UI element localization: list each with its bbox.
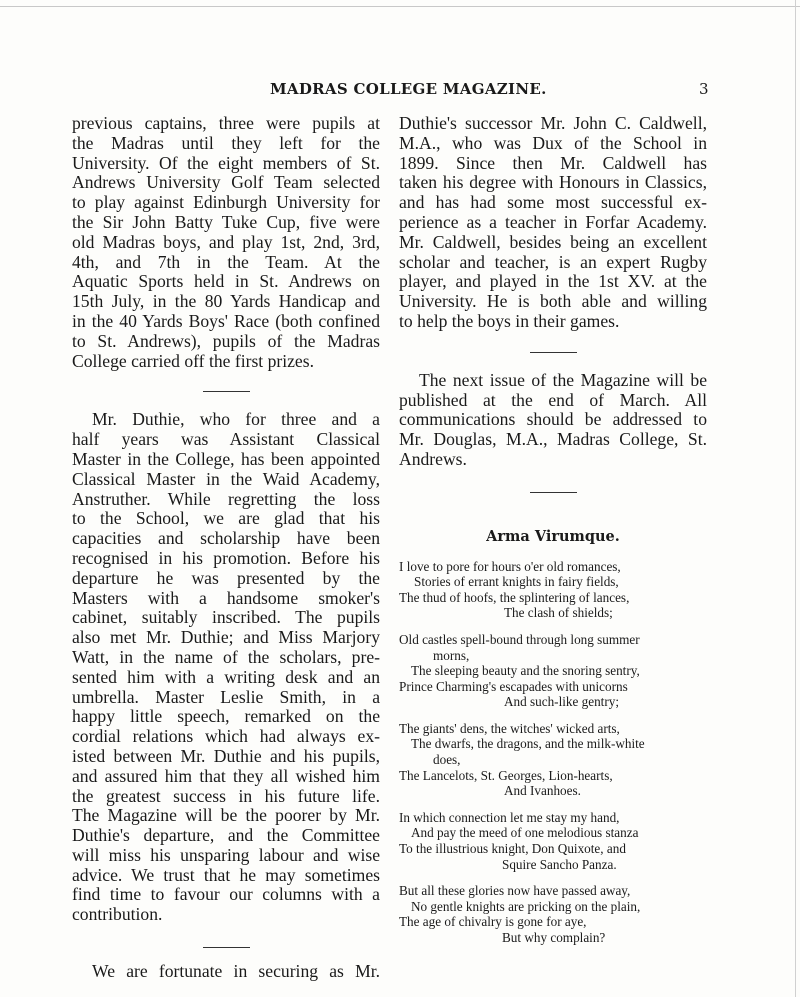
top-border-rule bbox=[0, 6, 800, 7]
text-line: the Sir John Batty Tuke Cup, five were bbox=[72, 211, 380, 232]
text-line: previous captains, three were pupils at bbox=[72, 113, 380, 133]
text-line: scholar and teacher, is an expert Rugby bbox=[399, 251, 707, 272]
text-line: cordial relations which had always ex- bbox=[72, 726, 380, 747]
poem-stanza bbox=[399, 559, 707, 621]
poem-line: morns, bbox=[433, 647, 470, 663]
text-line: advice. We trust that he may sometimes bbox=[72, 864, 380, 885]
text-line: Mr. Caldwell, besides being an excellent bbox=[399, 231, 707, 252]
poem-stanza bbox=[399, 721, 707, 799]
poem-body bbox=[399, 559, 707, 946]
poem-line: Stories of errant knights in fairy fields, bbox=[414, 574, 619, 590]
text-line: in the 40 Yards Boys' Race (both confined bbox=[72, 310, 380, 331]
text-line: The Magazine will be the poorer by Mr. bbox=[72, 805, 380, 826]
text-line: 15th July, in the 80 Yards Handicap and bbox=[72, 291, 380, 312]
text-line: find time to favour our columns with a bbox=[72, 884, 380, 905]
text-line: perience as a teacher in Forfar Academy. bbox=[399, 211, 707, 232]
poem-line: Squire Sancho Panza. bbox=[502, 856, 617, 872]
poem-title: Arma Virumque. bbox=[486, 527, 620, 545]
poem-line: The giants' dens, the witches' wicked arts, bbox=[399, 720, 620, 736]
poem-stanza bbox=[399, 883, 707, 945]
text-line: M.A., who was Dux of the School in bbox=[399, 132, 707, 153]
text-line: University. He is both able and willing bbox=[399, 291, 707, 312]
right-border-rule bbox=[795, 0, 796, 997]
text-line: The next issue of the Magazine will be bbox=[419, 369, 707, 390]
right-column bbox=[399, 114, 707, 957]
text-line: Classical Master in the Waid Academy, bbox=[72, 468, 380, 489]
text-line: Aquatic Sports held in St. Andrews on bbox=[72, 271, 380, 292]
text-line: Andrews University Golf Team selected bbox=[72, 172, 380, 193]
text-line: Anstruther. While regretting the loss bbox=[72, 488, 380, 509]
text-line: 1899. Since then Mr. Caldwell has bbox=[399, 152, 707, 173]
text-line: We are fortunate in securing as Mr. bbox=[92, 961, 380, 982]
caldwell-paragraph bbox=[399, 114, 707, 332]
left-column bbox=[72, 114, 380, 982]
poem-line: In which connection let me stay my hand, bbox=[399, 809, 620, 825]
text-line: recognised in his promotion. Before his bbox=[72, 547, 380, 568]
text-line: to play against Edinburgh University for bbox=[72, 192, 380, 213]
page-number: 3 bbox=[699, 80, 709, 98]
poem-line: I love to pore for hours o'er old romances, bbox=[399, 558, 621, 574]
poem-line: And pay the meed of one melodious stanza bbox=[411, 825, 639, 841]
poem-line: The Lancelots, St. Georges, Lion-hearts, bbox=[399, 767, 613, 783]
golf-paragraph bbox=[72, 114, 380, 371]
text-line: and has had some most successful ex- bbox=[399, 192, 707, 213]
text-line: to the School, we are glad that his bbox=[72, 508, 380, 529]
text-line: to St. Andrews), pupils of the Madras bbox=[72, 330, 380, 351]
poem-stanza bbox=[399, 810, 707, 872]
text-line: cabinet, suitably inscribed. The pupils bbox=[72, 607, 380, 628]
text-line: University. Of the eight members of St. bbox=[72, 152, 380, 173]
text-line: Masters with a handsome smoker's bbox=[72, 587, 380, 608]
text-line: departure he was presented by the bbox=[72, 567, 380, 588]
text-line: happy little speech, remarked on the bbox=[72, 706, 380, 727]
text-line: capacities and scholarship have been bbox=[72, 528, 380, 549]
text-line: and assured him that they all wished him bbox=[72, 765, 380, 786]
text-line: umbrella. Master Leslie Smith, in a bbox=[72, 686, 380, 707]
successor-paragraph-start bbox=[72, 962, 380, 982]
text-line: to help the boys in their games. bbox=[399, 310, 620, 331]
poem-line: The sleeping beauty and the snoring sentry, bbox=[411, 663, 640, 679]
poem-line: But all these glories now have passed away, bbox=[399, 883, 631, 899]
text-line: Mr. Douglas, M.A., Madras College, St. bbox=[399, 429, 707, 450]
poem-line: But why complain? bbox=[502, 930, 606, 946]
poem-line: And such-like gentry; bbox=[504, 694, 619, 710]
text-line: communications should be addressed to bbox=[399, 409, 707, 430]
text-line: will miss his unsparing labour and wise bbox=[72, 844, 380, 865]
text-line: player, and played in the 1st XV. at the bbox=[399, 271, 707, 292]
poem-line: No gentle knights are pricking on the plain, bbox=[411, 898, 641, 914]
text-line: isted between Mr. Duthie and his pupils, bbox=[72, 745, 380, 766]
duthie-paragraph bbox=[72, 410, 380, 925]
poem-line: The thud of hoofs, the splintering of lances, bbox=[399, 589, 630, 605]
poem-line: The dwarfs, the dragons, and the milk-white bbox=[411, 736, 645, 752]
text-line: the Madras until they left for the bbox=[72, 132, 380, 153]
text-line: also met Mr. Duthie; and Miss Marjory bbox=[72, 627, 380, 648]
text-line: Watt, in the name of the scholars, pre- bbox=[72, 646, 380, 667]
text-line: Master in the College, has been appointed bbox=[72, 448, 380, 469]
poem-line: To the illustrious knight, Don Quixote, and bbox=[399, 841, 626, 857]
text-line: old Madras boys, and play 1st, 2nd, 3rd, bbox=[72, 231, 380, 252]
poem-line: Prince Charming's escapades with unicorns bbox=[399, 678, 628, 694]
text-line: College carried off the first prizes. bbox=[72, 350, 314, 371]
text-line: the greatest success in his future life. bbox=[72, 785, 380, 806]
text-line: taken his degree with Honours in Classics, bbox=[399, 172, 707, 193]
poem-line: The age of chivalry is gone for aye, bbox=[399, 914, 587, 930]
page-header bbox=[0, 80, 800, 102]
poem-line: Old castles spell-bound through long summer bbox=[399, 631, 640, 647]
poem-line: And Ivanhoes. bbox=[504, 783, 581, 799]
text-line: contribution. bbox=[72, 904, 163, 925]
text-line: 4th, and 7th in the Team. At the bbox=[72, 251, 380, 272]
text-line: Duthie's successor Mr. John C. Caldwell, bbox=[399, 113, 707, 133]
text-line: half years was Assistant Classical bbox=[72, 429, 380, 450]
next-issue-paragraph bbox=[399, 371, 707, 470]
text-line: Andrews. bbox=[399, 448, 467, 469]
running-title: MADRAS COLLEGE MAGAZINE. bbox=[270, 80, 547, 98]
poem-stanza bbox=[399, 632, 707, 710]
text-line: published at the end of March. All bbox=[399, 389, 707, 410]
text-line: Mr. Duthie, who for three and a bbox=[92, 409, 380, 430]
text-line: sented him with a writing desk and an bbox=[72, 666, 380, 687]
text-line: Duthie's departure, and the Committee bbox=[72, 825, 380, 846]
poem-line: does, bbox=[433, 752, 461, 768]
poem-line: The clash of shields; bbox=[504, 605, 613, 621]
